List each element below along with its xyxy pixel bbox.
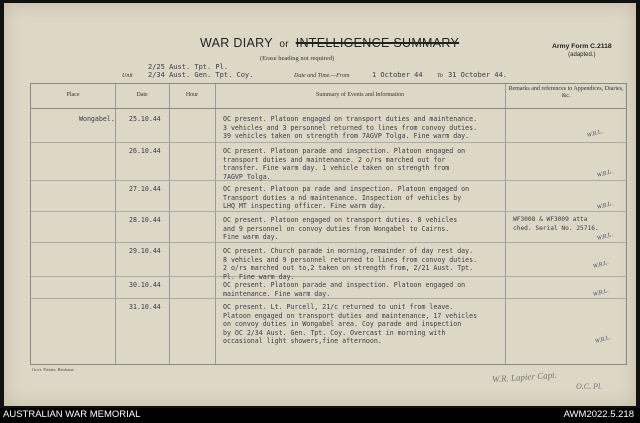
header-divider bbox=[31, 108, 626, 109]
entry-initial: W.R.L. bbox=[596, 169, 614, 179]
entry-initial: W.R.L. bbox=[592, 260, 610, 270]
diary-sheet bbox=[4, 3, 636, 406]
title-or: or bbox=[279, 39, 289, 50]
entry-initial: W.R.L. bbox=[596, 201, 614, 211]
unit-label: Unit bbox=[122, 73, 133, 79]
entry-date: 27.10.44 bbox=[129, 185, 161, 193]
entry-initial: W.R.L. bbox=[596, 232, 614, 242]
army-form-adapted: (adapted.) bbox=[568, 52, 596, 58]
row-divider bbox=[31, 242, 626, 243]
archive-footer bbox=[0, 408, 640, 423]
col-header-date: Date bbox=[136, 92, 148, 98]
entry-initial: W.R.L. bbox=[586, 129, 604, 139]
date-to-label: To bbox=[437, 73, 443, 79]
title-intelligence-summary: INTELLIGENCE SUMMARY bbox=[295, 36, 460, 50]
col-divider bbox=[115, 84, 116, 364]
entry-date: 28.10.44 bbox=[129, 216, 161, 224]
entry-date: 29.10.44 bbox=[129, 247, 161, 255]
entry-summary: OC present. Church parade in morning,remainder of day rest day. 8 vehicles and 9 personnel returned to lines from convoy duties. 2 o/rs marched out to,2 taken on strength from, 2/21 Aust. Tpt. Pl. Fine warm day. bbox=[223, 247, 478, 281]
unit-line-1: 2/25 Aust. Tpt. Pl. bbox=[148, 63, 229, 71]
entry-summary: OC present. Platoon engaged on transport duties and maintenance. 3 vehicles and 3 personnel returned to lines from convoy duties. 39 vehicles taken on strength from 7AGVP Tolga. Fine warm day. bbox=[223, 115, 478, 141]
date-to: 31 October 44. bbox=[448, 71, 508, 79]
entry-date: 26.10.44 bbox=[129, 147, 161, 155]
col-divider bbox=[169, 84, 170, 364]
entry-remarks: WF3008 & WF3009 atta ched. Serial No. 25716. bbox=[513, 216, 599, 232]
row-divider bbox=[31, 142, 626, 143]
signature-role: O.C. Pl. bbox=[576, 382, 603, 391]
entry-initial: W.R.L. bbox=[592, 288, 610, 298]
entry-date: 25.10.44 bbox=[129, 115, 161, 123]
footer-accession-number: AWM2022.5.218 bbox=[563, 409, 634, 420]
col-header-hour: Hour bbox=[185, 92, 199, 98]
army-form-number: Army Form C.2118 bbox=[552, 43, 612, 50]
col-divider bbox=[505, 84, 506, 364]
date-from: 1 October 44 bbox=[372, 71, 423, 79]
signature: W.R. Lapier Capt. bbox=[491, 369, 558, 385]
col-divider bbox=[215, 84, 216, 364]
entry-place: Wongabel. bbox=[79, 115, 115, 123]
form-title bbox=[200, 36, 459, 50]
diary-table bbox=[30, 83, 627, 365]
entry-date: 31.10.44 bbox=[129, 303, 161, 311]
col-header-remarks: Remarks and references to Appendices, Diaries, &c. bbox=[508, 86, 624, 99]
entry-date: 30.10.44 bbox=[129, 281, 161, 289]
entry-summary: OC present. Platoon parade and inspection. Platoon engaged on maintenance. Fine warm day. bbox=[223, 281, 466, 298]
entry-summary: OC present. Platoon parade and inspection. Platoon engaged on transport duties and maintenance. 2 o/rs marched out for transfer. Fine warm day. 1 vehicle taken on strength from 7AGVP Tolga. bbox=[223, 147, 466, 181]
entry-summary: OC present. Platoon engaged on transport duties. 8 vehicles and 9 personnel on convoy duties from Wongabel to Cairns. Fine warm day. bbox=[223, 216, 458, 242]
entry-summary: OC present. Platoon pa rade and inspection. Platoon engaged on Transport duties a nd maintenance. Inspection of vehicles by LHQ MT inspecting officer. Fine warm day. bbox=[223, 185, 470, 211]
printer-imprint: Govt. Printer, Brisbane bbox=[32, 367, 74, 372]
col-header-place: Place bbox=[66, 92, 80, 98]
army-form-label bbox=[552, 43, 612, 59]
footer-institution: AUSTRALIAN WAR MEMORIAL bbox=[3, 409, 141, 420]
erase-note: (Erase heading not required) bbox=[260, 55, 335, 62]
entry-initial: W.R.L. bbox=[594, 335, 612, 345]
title-war-diary: WAR DIARY bbox=[200, 36, 273, 50]
col-header-summary: Summary of Events and Information bbox=[316, 92, 404, 98]
unit-line-2: 2/34 Aust. Gen. Tpt. Coy. bbox=[148, 71, 254, 79]
date-time-label: Date and Time.—From bbox=[294, 73, 350, 79]
entry-summary: OC present. Lt. Purcell, 21/c returned to unit from leave. Platoon engaged on transport duties and maintenance, 17 vehicles on convoy duties in Wongabel area. Coy parade and inspection by OC 2/34 Aust. Gen. Tpt. Coy. Overcast in morning with occasional light showers,fine afternoon. bbox=[223, 303, 478, 346]
row-divider bbox=[31, 211, 626, 212]
